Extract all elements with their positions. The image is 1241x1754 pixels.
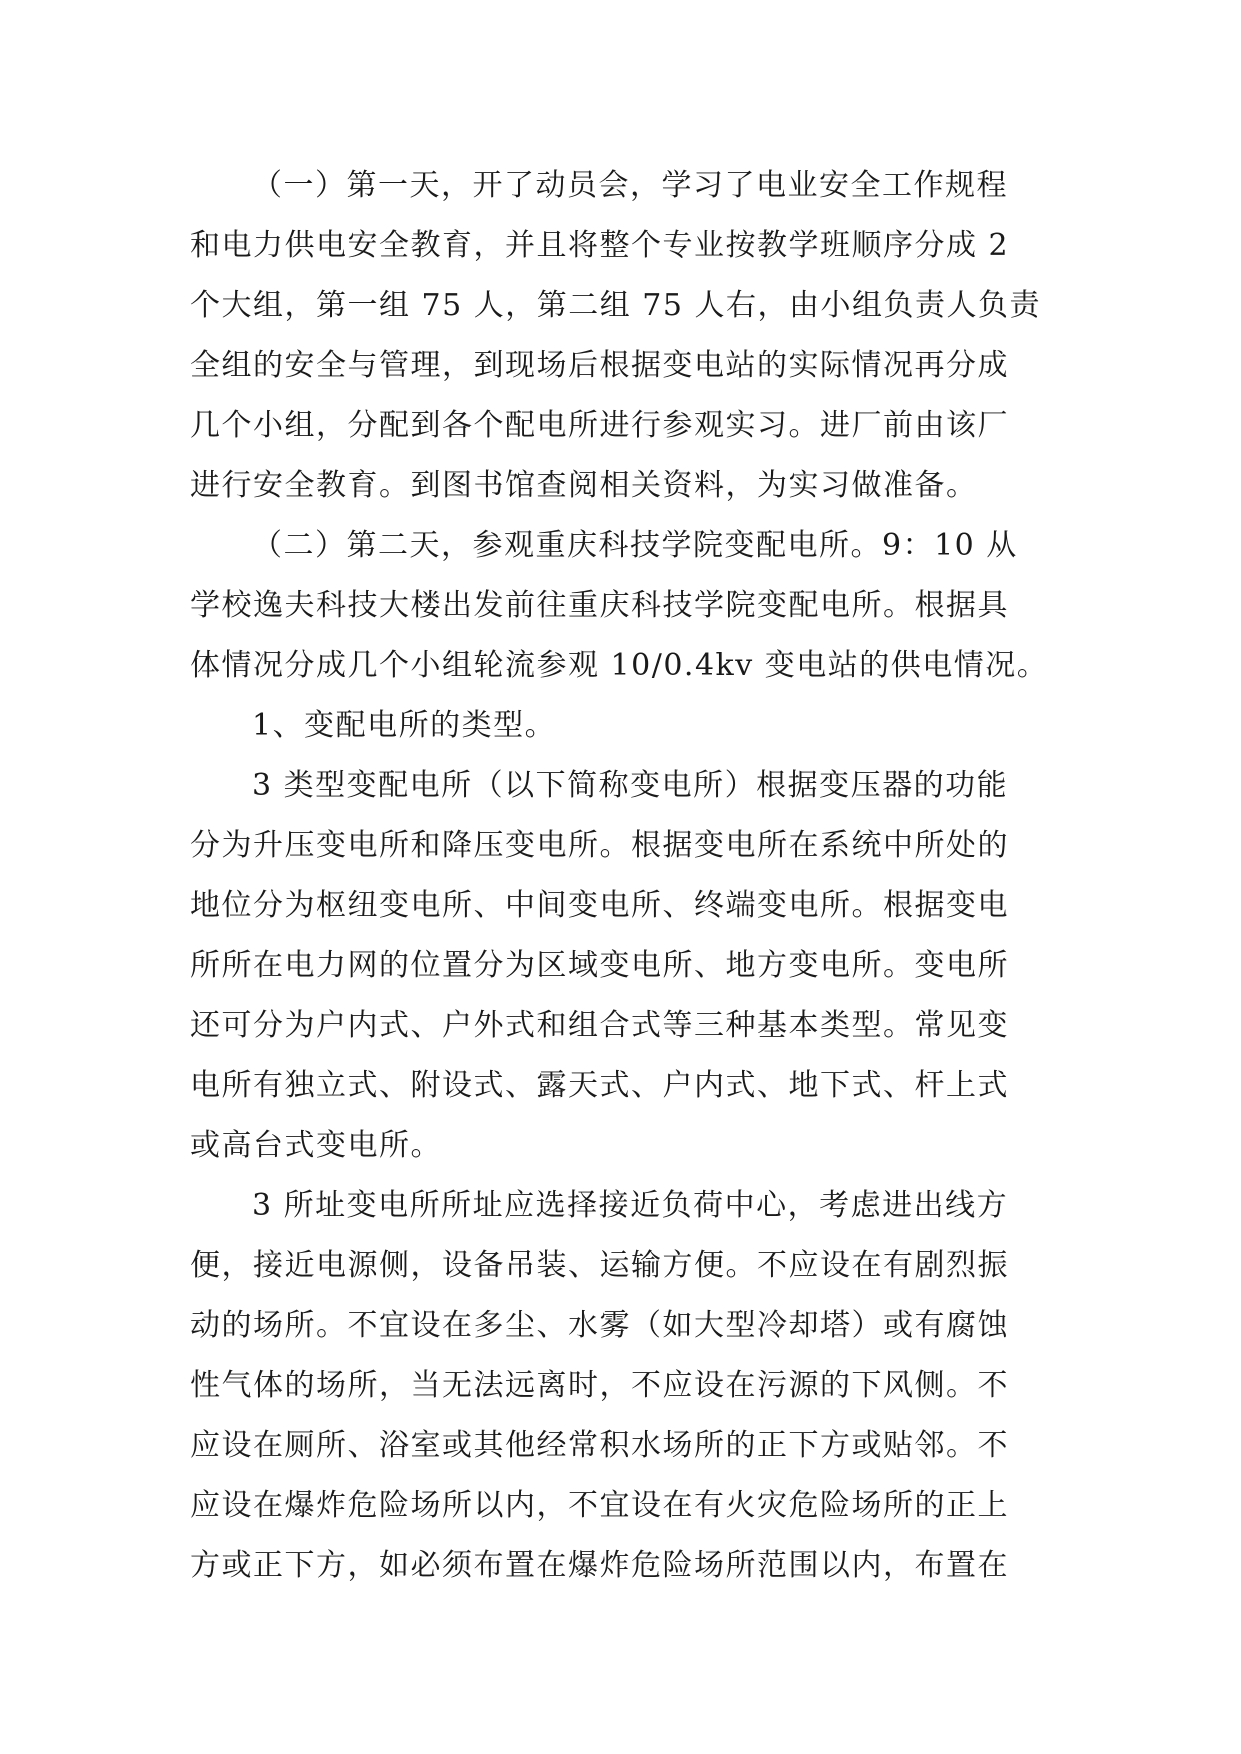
text-line: （一）第一天，开了动员会，学习了电业安全工作规程 [252, 168, 1008, 203]
text-line: 体情况分成几个小组轮流参观 10/0.4kv 变电站的供电情况。 [190, 648, 1049, 683]
text-line: 学校逸夫科技大楼出发前往重庆科技学院变配电所。根据具 [190, 588, 1009, 623]
text-line: 方或正下方，如必须布置在爆炸危险场所范围以内，布置在 [190, 1548, 1009, 1583]
text-line: 全组的安全与管理，到现场后根据变电站的实际情况再分成 [190, 348, 1009, 383]
text-line: 3 所址变电所所址应选择接近负荷中心，考虑进出线方 [252, 1188, 1009, 1223]
text-line: 动的场所。不宜设在多尘、水雾（如大型冷却塔）或有腐蚀 [190, 1308, 1009, 1343]
text-line: 和电力供电安全教育，并且将整个专业按教学班顺序分成 2 [190, 228, 1010, 263]
text-line: 所所在电力网的位置分为区域变电所、地方变电所。变电所 [190, 948, 1009, 983]
text-line: 进行安全教育。到图书馆查阅相关资料，为实习做准备。 [190, 468, 978, 503]
text-line: 应设在爆炸危险场所以内，不宜设在有火灾危险场所的正上 [190, 1488, 1009, 1523]
text-line: 个大组，第一组 75 人，第二组 75 人右，由小组负责人负责 [190, 288, 1041, 323]
text-line: 3 类型变配电所（以下简称变电所）根据变压器的功能 [252, 768, 1009, 803]
text-line: （二）第二天，参观重庆科技学院变配电所。9：10 从 [252, 528, 1018, 563]
text-line: 1、变配电所的类型。 [252, 708, 557, 743]
text-line: 几个小组，分配到各个配电所进行参观实习。进厂前由该厂 [190, 408, 1009, 443]
text-line: 电所有独立式、附设式、露天式、户内式、地下式、杆上式 [190, 1068, 1009, 1103]
text-line: 或高台式变电所。 [190, 1128, 442, 1163]
text-line: 性气体的场所，当无法远离时，不应设在污源的下风侧。不 [190, 1368, 1009, 1403]
text-line: 便，接近电源侧，设备吊装、运输方便。不应设在有剧烈振 [190, 1248, 1009, 1283]
text-line: 地位分为枢纽变电所、中间变电所、终端变电所。根据变电 [190, 888, 1009, 923]
text-line: 分为升压变电所和降压变电所。根据变电所在系统中所处的 [190, 828, 1009, 863]
text-line: 还可分为户内式、户外式和组合式等三种基本类型。常见变 [190, 1008, 1009, 1043]
text-line: 应设在厕所、浴室或其他经常积水场所的正下方或贴邻。不 [190, 1428, 1009, 1463]
